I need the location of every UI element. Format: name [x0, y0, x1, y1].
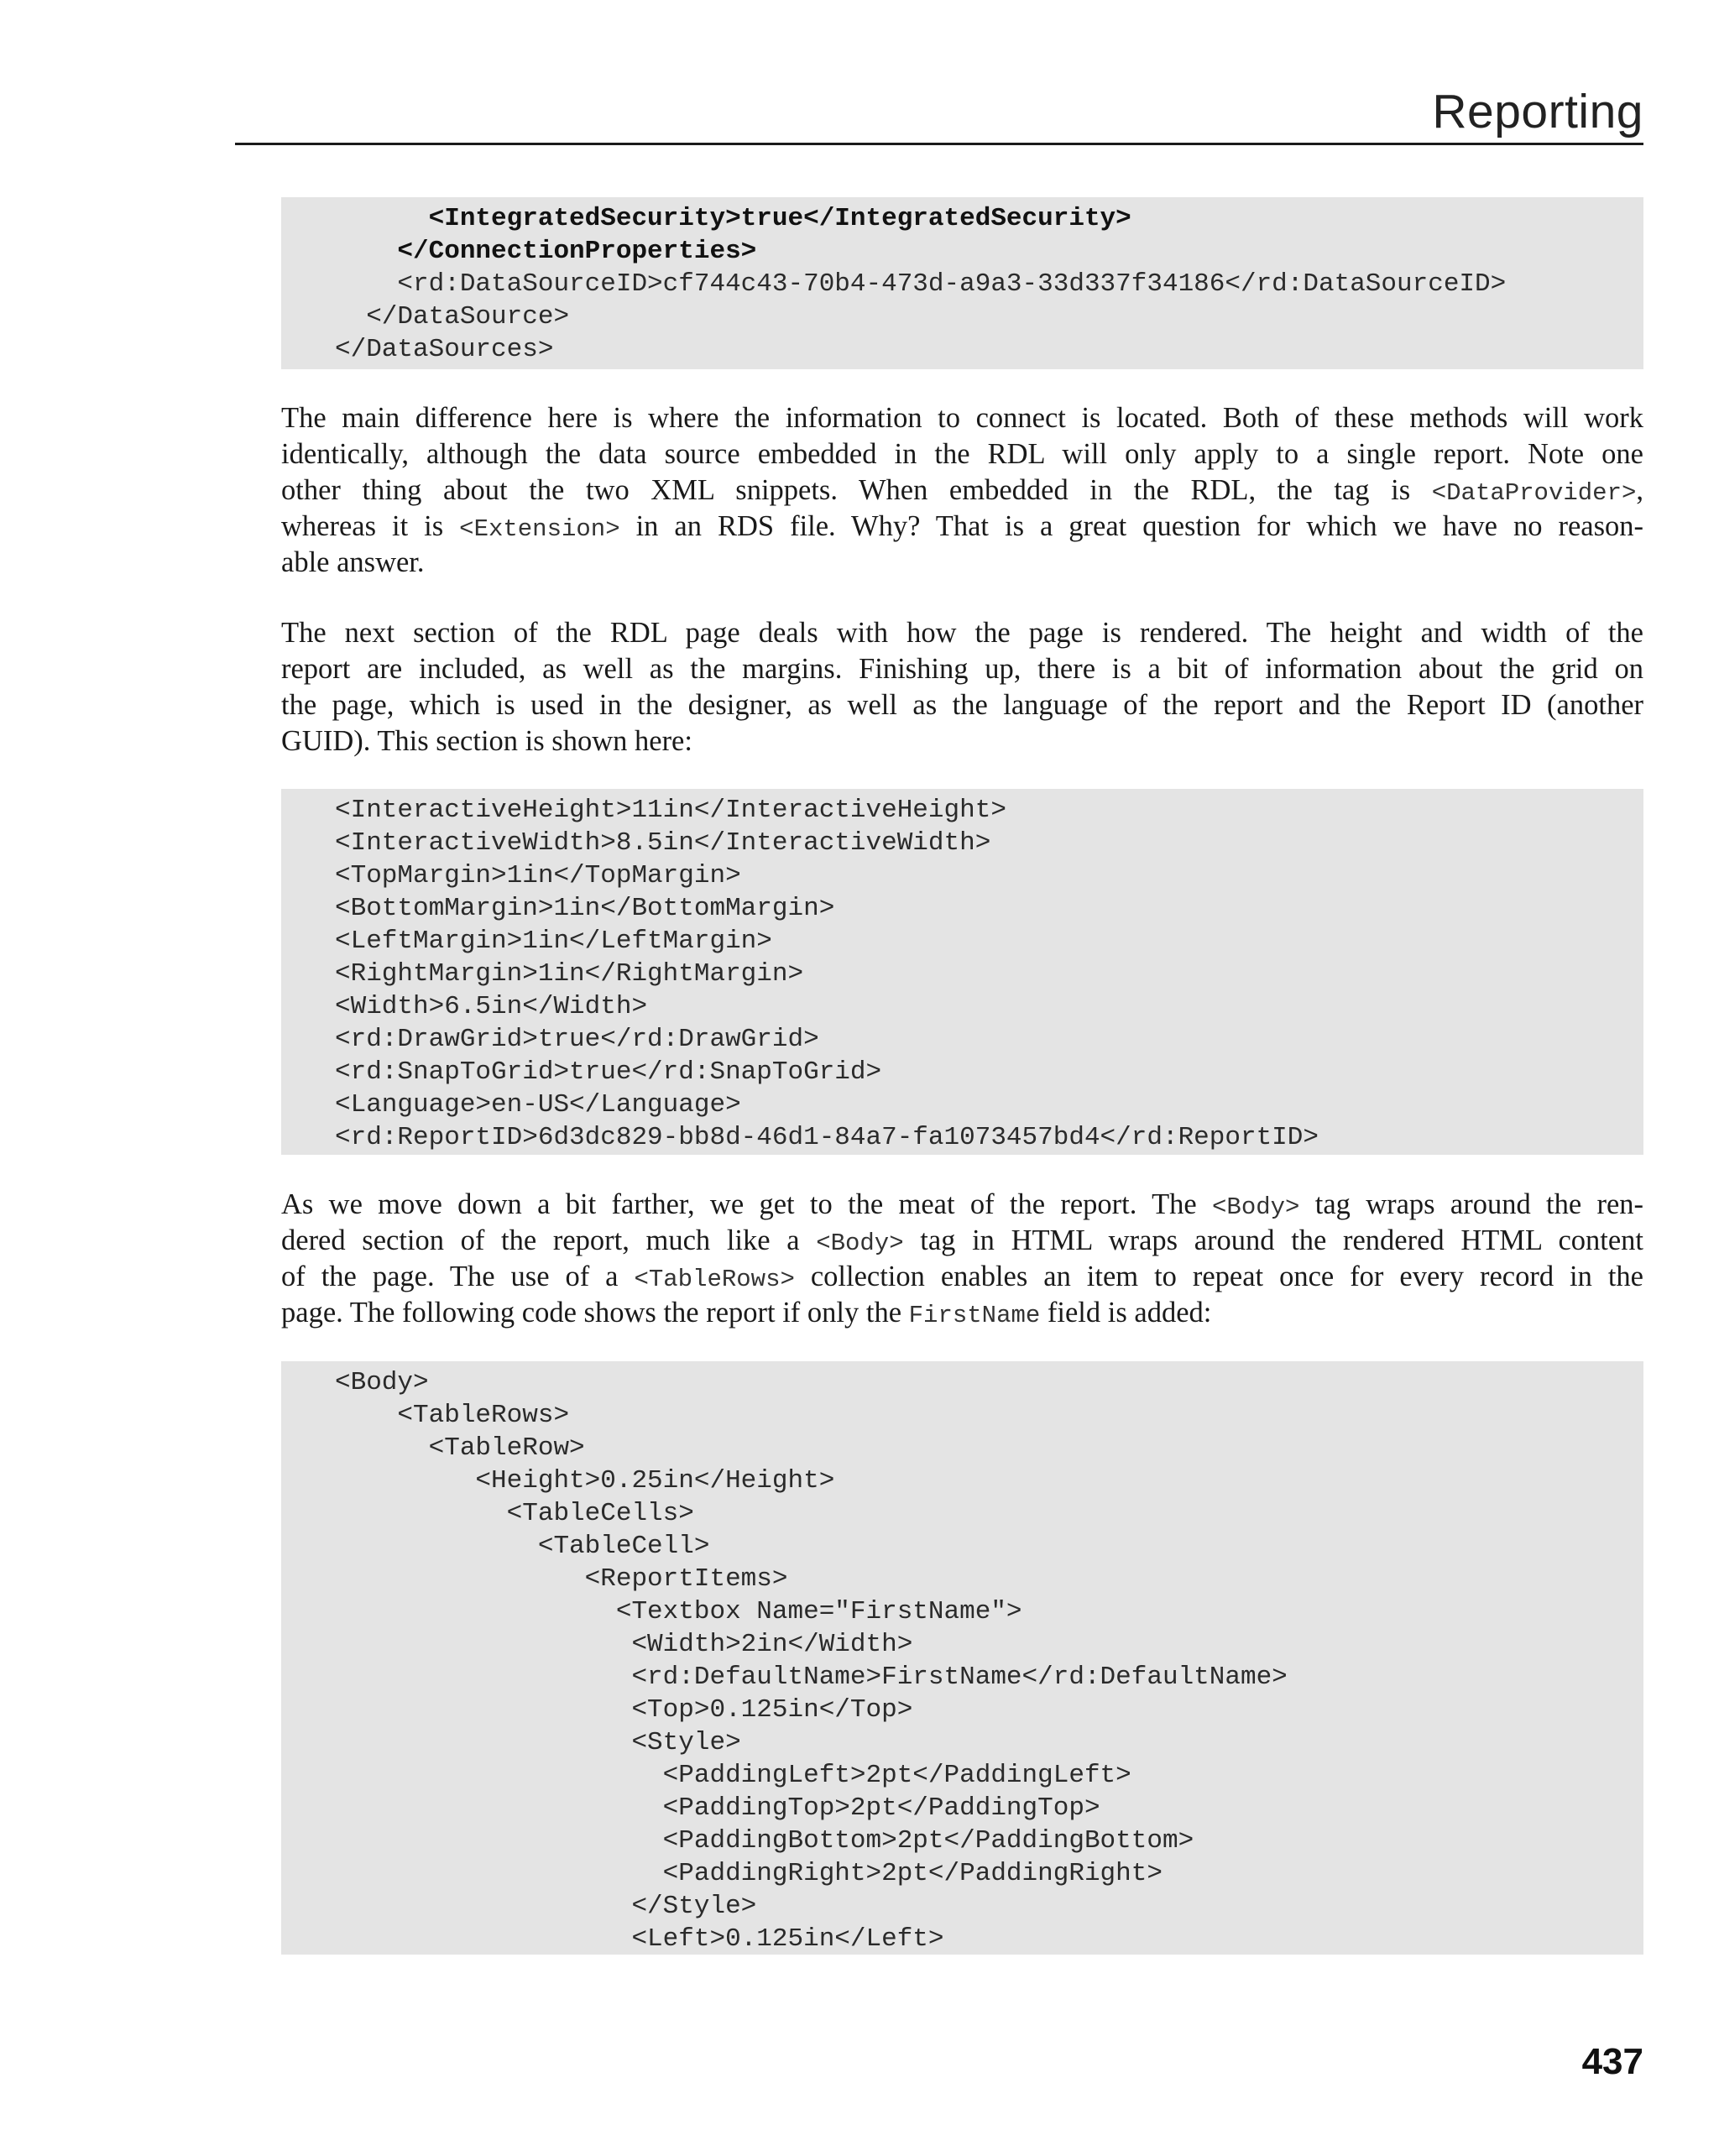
- code-line: </DataSource>: [335, 302, 570, 331]
- text-line: [281, 1259, 1643, 1295]
- text-line: [281, 1295, 1643, 1331]
- text-run: of the page. The use of a: [281, 1261, 635, 1292]
- code-line: <IntegratedSecurity>true</IntegratedSecurity>: [335, 204, 1131, 233]
- code-line: <Left>0.125in</Left>: [335, 1924, 944, 1954]
- code-line: <InteractiveHeight>11in</InteractiveHeight>: [335, 796, 1006, 825]
- text-run: As we move down a bit farther, we get to the meat of the report. The: [281, 1188, 1213, 1220]
- code-line: <Language>en-US</Language>: [335, 1090, 741, 1120]
- text-run: tag wraps around the ren-: [1299, 1188, 1644, 1220]
- page-number: 437: [1581, 2041, 1643, 2082]
- code-line: <BottomMargin>1in</BottomMargin>: [335, 894, 835, 923]
- text-line: [281, 1223, 1643, 1259]
- text-run: ,: [1636, 474, 1643, 506]
- code-line: <TopMargin>1in</TopMargin>: [335, 861, 741, 890]
- code-line: <Width>6.5in</Width>: [335, 992, 648, 1021]
- code-line: <Style>: [335, 1728, 741, 1757]
- code-line: <TableRows>: [335, 1401, 570, 1430]
- code-line: <rd:SnapToGrid>true</rd:SnapToGrid>: [335, 1057, 882, 1087]
- inline-code: <DataProvider>: [1431, 479, 1637, 507]
- text-run: able answer.: [281, 546, 425, 578]
- text-run: The main difference here is where the information to connect is located. Both of these methods will work: [281, 402, 1643, 434]
- header-rule: [235, 143, 1643, 145]
- text-line: [281, 400, 1643, 436]
- code-line: <Body>: [335, 1368, 429, 1397]
- inline-code: <Body>: [1212, 1193, 1300, 1221]
- code-line: <rd:ReportID>6d3dc829-bb8d-46d1-84a7-fa1073457bd4</rd:ReportID>: [335, 1123, 1319, 1152]
- paragraph-report-body: [281, 1187, 1643, 1331]
- text-run: collection enables an item to repeat once for every record in the: [794, 1261, 1643, 1292]
- code-block-connection-properties: [281, 197, 1643, 369]
- text-run: dered section of the report, much like a: [281, 1224, 817, 1256]
- text-line: [281, 723, 1643, 760]
- code-line: <rd:DrawGrid>true</rd:DrawGrid>: [335, 1025, 819, 1054]
- text-run: page. The following code shows the report if only the: [281, 1297, 909, 1329]
- text-run: report are included, as well as the margins. Finishing up, there is a bit of information about the grid on: [281, 653, 1643, 685]
- text-run: tag in HTML wraps around the rendered HTML content: [903, 1224, 1643, 1256]
- code-line: <TableCells>: [335, 1499, 694, 1528]
- text-run: whereas it is: [281, 510, 460, 542]
- text-line: [281, 436, 1643, 472]
- code-line: <LeftMargin>1in</LeftMargin>: [335, 927, 772, 956]
- paragraph-page-rendering: [281, 615, 1643, 760]
- code-line: <TableRow>: [335, 1433, 585, 1463]
- code-line: </Style>: [335, 1892, 757, 1921]
- text-line: [281, 651, 1643, 687]
- inline-code: <TableRows>: [634, 1266, 795, 1293]
- text-line: [281, 509, 1643, 545]
- running-header-title: Reporting: [1432, 85, 1643, 138]
- code-block-page-settings: [281, 789, 1643, 1155]
- code-line: <rd:DefaultName>FirstName</rd:DefaultName>: [335, 1663, 1288, 1692]
- code-line: <TableCell>: [335, 1532, 710, 1561]
- text-run: field is added:: [1040, 1297, 1212, 1329]
- code-line: </ConnectionProperties>: [335, 237, 757, 266]
- code-line: <rd:DataSourceID>cf744c43-70b4-473d-a9a3-33d337f34186</rd:DataSourceID>: [335, 269, 1507, 299]
- code-line: <Top>0.125in</Top>: [335, 1695, 913, 1725]
- code-line: <InteractiveWidth>8.5in</InteractiveWidth>: [335, 828, 991, 858]
- inline-code: <Body>: [816, 1229, 904, 1257]
- code-line: <Height>0.25in</Height>: [335, 1466, 835, 1496]
- text-line: [281, 545, 1643, 581]
- text-run: the page, which is used in the designer, as well as the language of the report and the Report ID (another: [281, 689, 1643, 721]
- inline-code: <Extension>: [459, 515, 620, 543]
- code-line: </DataSources>: [335, 335, 554, 364]
- text-run: identically, although the data source embedded in the RDL will only apply to a single report. Note one: [281, 438, 1643, 470]
- text-line: [281, 687, 1643, 723]
- text-line: [281, 615, 1643, 651]
- text-run: in an RDS file. Why? That is a great question for which we have no reason-: [619, 510, 1643, 542]
- text-line: [281, 1187, 1643, 1223]
- text-run: GUID). This section is shown here:: [281, 725, 692, 757]
- code-line: <RightMargin>1in</RightMargin>: [335, 959, 804, 989]
- code-line: <Textbox Name="FirstName">: [335, 1597, 1022, 1626]
- text-run: other thing about the two XML snippets. When embedded in the RDL, the tag is: [281, 474, 1432, 506]
- paragraph-data-source-difference: [281, 400, 1643, 581]
- code-line: <PaddingRight>2pt</PaddingRight>: [335, 1859, 1163, 1888]
- code-line: <PaddingBottom>2pt</PaddingBottom>: [335, 1826, 1194, 1856]
- text-line: [281, 472, 1643, 509]
- code-line: <Width>2in</Width>: [335, 1630, 913, 1659]
- text-run: The next section of the RDL page deals with how the page is rendered. The height and width of the: [281, 617, 1643, 649]
- code-line: <ReportItems>: [335, 1564, 788, 1594]
- inline-code: FirstName: [908, 1302, 1041, 1329]
- code-block-report-body: [281, 1361, 1643, 1955]
- code-line: <PaddingTop>2pt</PaddingTop>: [335, 1793, 1100, 1823]
- code-line: <PaddingLeft>2pt</PaddingLeft>: [335, 1761, 1131, 1790]
